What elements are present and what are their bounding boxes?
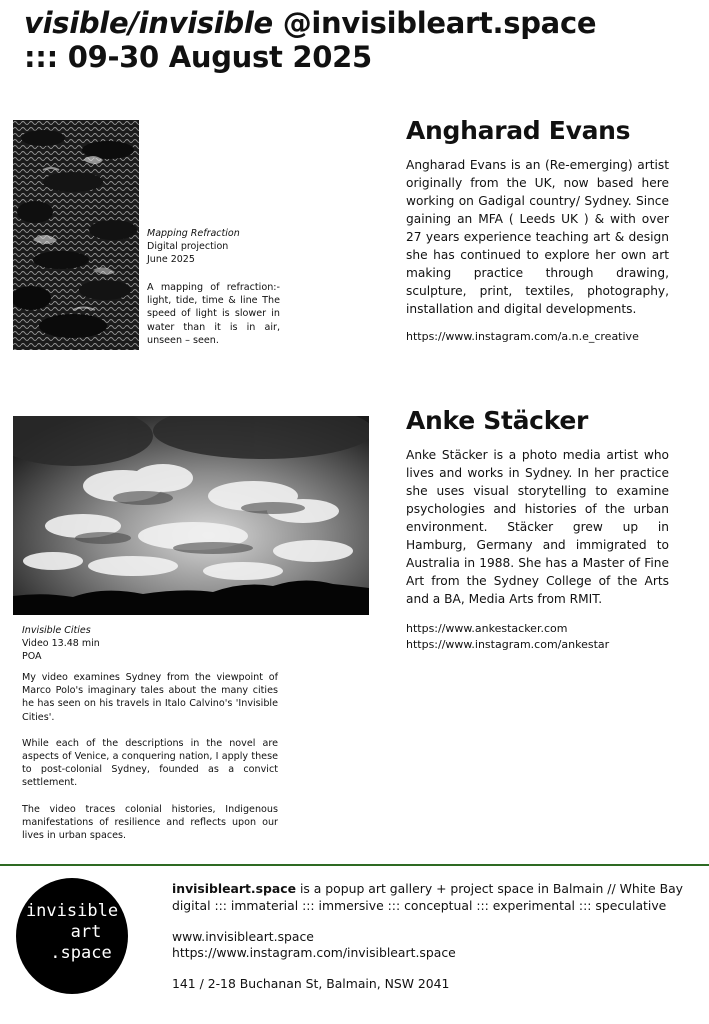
- footer-tagline: [172, 880, 683, 898]
- footer-brand: invisibleart.space: [172, 881, 296, 896]
- footer-tags: digital ::: immaterial ::: immersive ::: conceptual ::: experimental ::: speculative: [172, 898, 667, 913]
- artwork-date: June 2025: [147, 254, 195, 265]
- mapping-refraction-description: [147, 281, 280, 360]
- artwork-title: Invisible Cities: [22, 625, 91, 636]
- mapping-refraction-image: [13, 120, 139, 350]
- artwork-medium: Video 13.48 min: [22, 638, 100, 649]
- page-title: [24, 6, 596, 74]
- artwork-description: A mapping of refraction:- light, tide, time & line The speed of light is slower in water than it is in air, unseen – seen.: [147, 282, 280, 346]
- title-handle: @invisibleart.space: [272, 6, 597, 40]
- logo-line-2: art: [70, 922, 102, 942]
- artist-name-anke: Anke Stäcker: [406, 406, 589, 435]
- artist-name-angharad: Angharad Evans: [406, 116, 631, 145]
- artwork-description-para-2: While each of the descriptions in the novel are aspects of Venice, a conquering nation, I apply these to post-colonial Sydney, founded as a convict settlement.: [22, 737, 278, 789]
- artwork-description-para-1: My video examines Sydney from the viewpoint of Marco Polo's imaginary tales about the many cities he has seen on his travels in Italo Calvino's 'Invisible Cities'.: [22, 672, 278, 723]
- clouds-photo: [13, 416, 369, 615]
- artwork-title: Mapping Refraction: [147, 228, 240, 239]
- footer-instagram-link[interactable]: https://www.instagram.com/invisibleart.space: [172, 945, 456, 960]
- footer-address: 141 / 2-18 Buchanan St, Balmain, NSW 2041: [172, 976, 450, 991]
- footer-website-link[interactable]: www.invisibleart.space: [172, 929, 314, 944]
- logo-line-1: invisible: [25, 901, 119, 921]
- artist-link[interactable]: https://www.instagram.com/a.n.e_creative: [406, 330, 639, 343]
- invisible-cities-caption: [22, 624, 172, 663]
- title-italic: visible/invisible: [24, 6, 273, 40]
- artist-bio-angharad: Angharad Evans is an (Re-emerging) artist originally from the UK, now based here working on Gadigal country/ Sydney. Since gaining an MFA ( Leeds UK ) & with over 27 years experience teaching art & design she has continued to explore her own art making practice through drawing, sculpture, print, textiles, photography, installation and digital developments.: [406, 158, 669, 316]
- artist-bio-anke: Anke Stäcker is a photo media artist who lives and works in Sydney. In her practice she uses visual storytelling to examine psychologies and histories of the urban environment. Stäcker grew up in Hamburg, Germany and immigrated to Australia in 1988. She has a Master of Fine Art from the Sydney College of the Arts and a BA, Media Arts from RMIT.: [406, 448, 669, 606]
- artwork-medium: Digital projection: [147, 241, 229, 252]
- footer-divider: [0, 864, 709, 866]
- refraction-pattern: [13, 120, 139, 350]
- artwork-date: POA: [22, 651, 42, 662]
- title-line: [24, 6, 596, 40]
- invisible-cities-description: [22, 671, 278, 855]
- exhibition-dates: ::: 09-30 August 2025: [24, 40, 372, 74]
- artist-website-link[interactable]: https://www.ankestacker.com: [406, 622, 568, 635]
- mapping-refraction-caption: [147, 227, 282, 266]
- artist-instagram-link[interactable]: https://www.instagram.com/ankestar: [406, 638, 610, 651]
- footer-description: is a popup art gallery + project space in Balmain // White Bay: [296, 881, 683, 896]
- invisibleart-logo: [16, 878, 128, 994]
- logo-line-3: .space: [50, 943, 112, 963]
- invisible-cities-image: [13, 416, 369, 615]
- artwork-description-para-3: The video traces colonial histories, Indigenous manifestations of resilience and reflects upon our lives in urban spaces.: [22, 803, 278, 842]
